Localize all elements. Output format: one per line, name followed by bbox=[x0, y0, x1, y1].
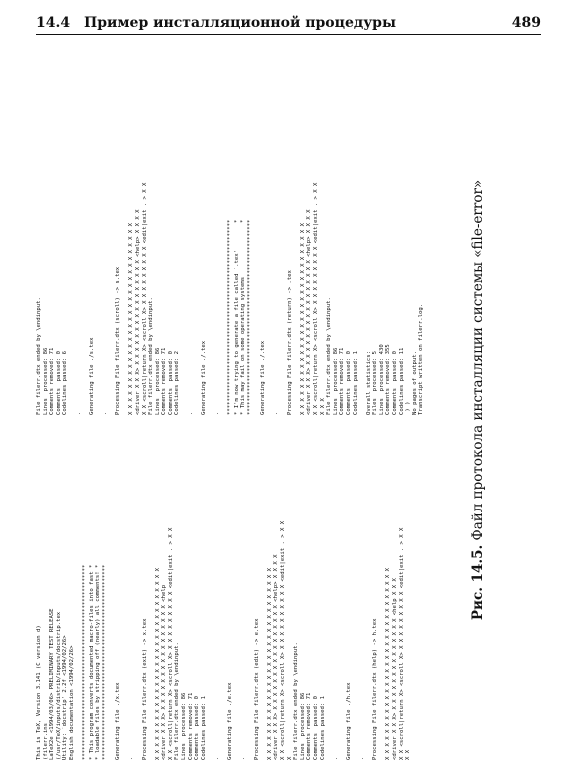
log-line: Comments removed: 71 bbox=[306, 692, 313, 760]
log-line: File filerr.dtx ended by \endinput. bbox=[148, 297, 155, 415]
log-line: LaTeX2e <1994/03/06> PRELIMINARY TEST RELEASE bbox=[49, 608, 56, 760]
log-line: . bbox=[332, 756, 339, 760]
log-line bbox=[353, 420, 360, 760]
section-number: 14.4 bbox=[36, 15, 71, 31]
log-line: No pages of output. bbox=[411, 351, 418, 415]
log-line bbox=[109, 75, 116, 415]
log-line: X X <scroll|return X> <scroll X> X X X X X X X X X <edit|exit . > X X bbox=[398, 527, 405, 760]
log-line: Transcript written on filerr.log. bbox=[418, 303, 425, 415]
log-line bbox=[267, 75, 274, 415]
log-line: ********************************************************** bbox=[101, 564, 108, 760]
log-line bbox=[366, 420, 373, 760]
log-line: Comments removed: 71 bbox=[49, 347, 56, 415]
page-header bbox=[36, 14, 541, 35]
log-line: * This program converts documented macro-files into fast * bbox=[88, 564, 95, 760]
log-line bbox=[135, 420, 142, 760]
log-line: <driver X X X> X X X X X X X X X X X X X X X X <help> X X X X bbox=[273, 554, 280, 760]
log-line: ********************************************************** bbox=[82, 564, 89, 760]
log-line: Comments removed: 355 bbox=[385, 344, 392, 415]
log-line: Lines processed: 430 bbox=[378, 344, 385, 415]
page-number: 489 bbox=[511, 15, 541, 31]
log-line: Comments passed: 0 bbox=[345, 351, 352, 415]
log-line: Overall statistics: bbox=[365, 351, 372, 415]
log-line bbox=[69, 75, 76, 415]
log-line bbox=[122, 420, 129, 760]
log-line: Lines processed: 86 bbox=[332, 347, 339, 415]
log-line: X X X X X X X X X X X X X X X X X X X X X X X X X X X X X bbox=[385, 568, 392, 760]
log-line: Generating file ./e.tex bbox=[227, 682, 234, 760]
log-line: Processing File filerr.dtx (edit) -> e.tex bbox=[253, 618, 260, 760]
log-line: X bbox=[286, 756, 293, 760]
log-line bbox=[221, 75, 228, 415]
log-line: ) ) bbox=[405, 401, 412, 415]
log-line: Comments passed: 0 bbox=[55, 351, 62, 415]
log-line: Generating file ./x.tex bbox=[115, 682, 122, 760]
log-line: Utility: `docstrip' 2.2f <1994/02/26> bbox=[62, 635, 69, 760]
log-line: Codelines passed: 1 bbox=[319, 696, 326, 760]
log-line: Comments passed: 0 bbox=[194, 696, 201, 760]
rotated-figure bbox=[36, 70, 506, 760]
log-line: X X X X X X X X X X X X X X X X X X X X X X X X X X X X X bbox=[266, 568, 273, 760]
log-line: X X <scroll|return X> <scroll X> X X X X X X X X X <edit|exit . > X X bbox=[141, 182, 148, 415]
log-line: . bbox=[187, 411, 194, 415]
section-title: Пример инсталляционной процедуры bbox=[84, 15, 397, 31]
log-line: (filerr.ins bbox=[42, 722, 49, 760]
log-line: Codelines passed: 2 bbox=[174, 351, 181, 415]
log-line bbox=[181, 75, 188, 415]
log-line: . bbox=[214, 411, 221, 415]
log-line: Comments removed: 71 bbox=[339, 347, 346, 415]
log-line: X X bbox=[405, 749, 412, 760]
log-line: Generating file ./.tex bbox=[200, 340, 207, 415]
caption-text: Файл протокола инсталляции системы «file-error» bbox=[470, 179, 486, 541]
log-line: X X <scroll|return X> <scroll X> X X X X X X X X X <edit|exit . > X X bbox=[312, 182, 319, 415]
log-line: Codelines passed: 6 bbox=[62, 351, 69, 415]
figure-caption bbox=[470, 120, 486, 680]
log-line: Generating file ./s.tex bbox=[88, 337, 95, 415]
log-line: X X <scroll|return X> <scroll X> X X X X X X X X X X <edit|exit . > X X bbox=[279, 520, 286, 760]
log-line: <driver X X X> X X X X X X X X X X X X X X <help X X X bbox=[392, 578, 399, 760]
log-line: File filerr.dtx ended by \endinput. bbox=[326, 297, 333, 415]
log-line: File filerr.dtx ended by \endinput. bbox=[36, 297, 42, 415]
log-line: ********************************************************** bbox=[247, 219, 253, 415]
log-line: <driver X X X> X X X X X X X X X X X X X X X X <help bbox=[161, 584, 168, 760]
log-line bbox=[148, 420, 155, 760]
log-line bbox=[122, 75, 129, 415]
log-line: X X <scroll|return X> <scroll X> X X X X X X X X X <edit|exit . > X X bbox=[167, 527, 174, 760]
log-line: Comments removed: 71 bbox=[161, 347, 168, 415]
log-line bbox=[254, 75, 261, 415]
log-line: X X X X X X X X X X X X X X X X X X X X X X X X X X X X X bbox=[299, 223, 306, 415]
log-line: . bbox=[128, 756, 135, 760]
log-line: * I'm now trying to generate a file called `.tex' * bbox=[233, 219, 240, 415]
log-line: Files processed: 5 bbox=[372, 351, 379, 415]
log-line: Comments passed: 0 bbox=[392, 351, 399, 415]
log-line: Lines processed: 86 bbox=[181, 692, 188, 760]
log-line bbox=[207, 420, 214, 760]
log-line: . bbox=[75, 411, 82, 415]
log-line bbox=[234, 420, 241, 760]
log-line: File filerr.dtx ended by \endinput. bbox=[293, 642, 300, 760]
log-line: Lines processed: 86 bbox=[42, 347, 49, 415]
log-line bbox=[95, 75, 102, 415]
log-line bbox=[82, 75, 89, 415]
log-line: . bbox=[101, 411, 108, 415]
log-line: . bbox=[359, 756, 366, 760]
log-line: . bbox=[273, 411, 280, 415]
log-line bbox=[247, 420, 254, 760]
log-column-left bbox=[36, 420, 412, 760]
log-line: (/usr/TeX/inputs/distrib/inputs/docstrip.tex bbox=[55, 611, 62, 760]
log-line: This is TeX, Version 3.141 (C version d) bbox=[36, 625, 42, 760]
log-line bbox=[76, 420, 83, 760]
log-line: Processing File filerr.dtx (scroll) -> s.tex bbox=[115, 266, 122, 415]
log-line: Processing File filerr.dtx (help) -> h.tex bbox=[372, 618, 379, 760]
log-line: Processing File filerr.dtx (return) -> .tex bbox=[286, 270, 293, 415]
log-line: Lines processed: 86 bbox=[154, 347, 161, 415]
log-line: X X X X X X X X X X X X X X X X X X X X X X X X X X X X X bbox=[128, 223, 135, 415]
log-line: Comments removed: 71 bbox=[187, 692, 194, 760]
log-line bbox=[280, 75, 287, 415]
log-line: <driver X X X> X X X X X X X X X X X X X X X X <help> X X X X bbox=[306, 209, 313, 415]
log-line: Lines processed: 86 bbox=[299, 692, 306, 760]
log-line: * loadable files by stripping off (nearly) all comments! * bbox=[95, 564, 102, 760]
log-line: Codelines passed: 11 bbox=[398, 347, 405, 415]
log-line bbox=[359, 75, 366, 415]
log-line: * This may fail on some operating systems * bbox=[240, 219, 247, 415]
log-line: ********************************************************** bbox=[227, 219, 234, 415]
log-line: Comments passed: 0 bbox=[167, 351, 174, 415]
log-line: Generating file ./h.tex bbox=[345, 682, 352, 760]
log-line bbox=[109, 420, 116, 760]
log-line bbox=[207, 75, 214, 415]
log-line: Processing File filerr.dtx (exit) -> x.tex bbox=[141, 618, 148, 760]
log-line bbox=[326, 420, 333, 760]
log-line: . bbox=[240, 756, 247, 760]
log-line: X X X bbox=[319, 398, 326, 415]
log-line: Codelines passed: 1 bbox=[200, 696, 207, 760]
log-line: Comments passed: 0 bbox=[312, 696, 319, 760]
log-line: <driver X X X> X X X X X X X X X X X X X X X X <help> X X X X bbox=[134, 209, 141, 415]
log-line bbox=[293, 75, 300, 415]
log-column-right bbox=[36, 75, 425, 415]
log-line: Generating file ./.tex bbox=[260, 340, 267, 415]
log-line: X X X X X X X X X X X X X X X X X X X X X X X X X X X X X bbox=[154, 568, 161, 760]
log-line bbox=[221, 420, 228, 760]
log-line bbox=[339, 420, 346, 760]
log-line: . bbox=[214, 756, 221, 760]
log-line: File filerr.dtx ended by \endinput. bbox=[174, 642, 181, 760]
log-line bbox=[260, 420, 267, 760]
log-line: English documentation <1994/02/26> bbox=[68, 645, 75, 760]
log-line bbox=[379, 420, 386, 760]
log-line: Codelines passed: 1 bbox=[352, 351, 359, 415]
caption-label: Рис. 14.5. bbox=[470, 544, 486, 621]
log-line bbox=[194, 75, 201, 415]
